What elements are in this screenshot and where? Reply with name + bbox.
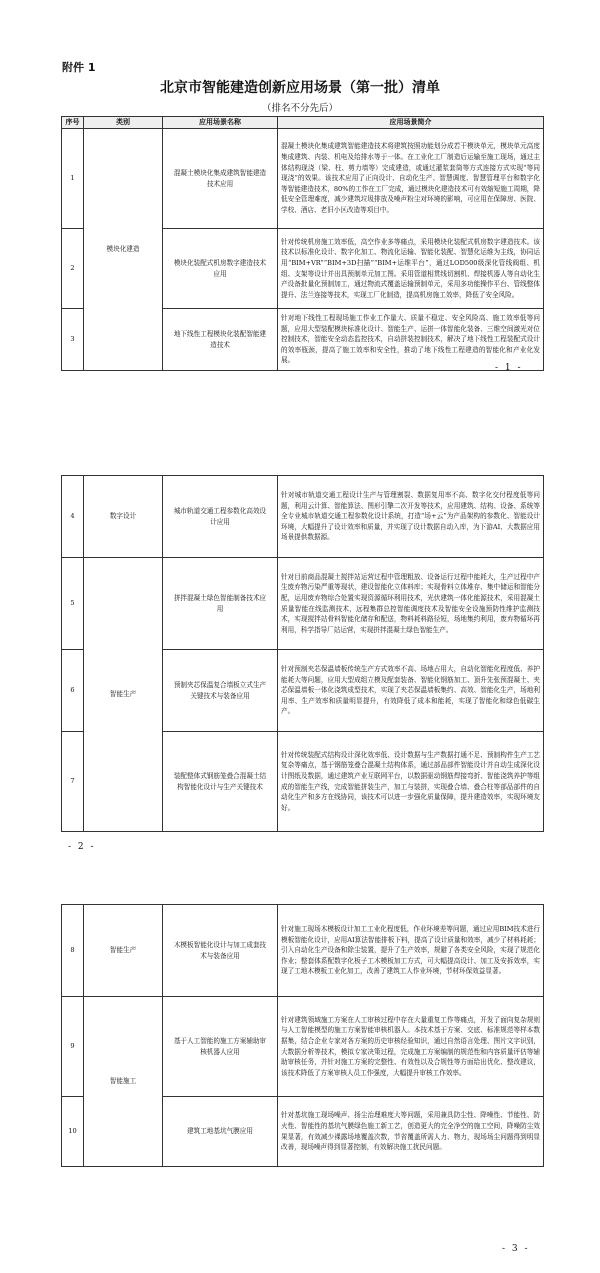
- row-no: 8: [62, 905, 84, 997]
- row-desc: 针对目前商品混凝土搅拌站运营过程中管理粗放、设备运行过程中能耗大，生产过程中产生废弃物污染严重等现状，建设智能化立体料库；实现骨料立体堆存、集中储运和智能分配，运用废弃物综合处置实现资源循环利用技术，光伏建筑一体化能源技术，采用混凝土质量智能在线监测技术，远程集群总控智能调度技术及智能安全设施预防性维护监测技术，实现搅拌站骨料智能化储存和配送，物料耗料路径短，场地集约利用，废弃物循环再利用，科学指导厂站运营，实现拼拌混凝土绿色智能生产。: [278, 558, 544, 650]
- scenario-table-page-2: [61, 475, 544, 832]
- page-number-1: - 1 -: [495, 363, 523, 373]
- row-no: 6: [62, 650, 84, 732]
- row-name: 木模板智能化设计与加工成套技术与装备应用: [163, 905, 278, 997]
- table-row: [62, 905, 544, 997]
- row-name: 地下线性工程模块化装配智能建造技术: [163, 309, 278, 371]
- row-desc: 针对地下线性工程现场施工作业工作量大、质量不稳定、安全风险高、施工效率低等问题，应用大型装配模块标准化设计、智能生产、运拼一体智能化装备、三维空间激光对位控制技术，智能安全动态监控技术，自动拼装控制技术，解决了地下线性工程装配式设计的效率瓶颈，提高了施工效率和安全性，推动了地下线性工程建造的智能化和产业化发展。: [278, 309, 544, 371]
- row-category: 智能施工: [84, 997, 163, 1167]
- row-no: 5: [62, 558, 84, 650]
- row-desc: 针对城市轨道交通工程设计生产与管理割裂、数据复用率不高、数字化交付程度低等问题，利用云计算、智能算法、图形引擎二次开发等技术，应用建筑、结构、设备、系统等全专业城市轨道交通工程参数化设计系统，打造“场+云”为产品架构的参数化、智能设计环境，大幅提升了设计效率和质量，并实现了设计数据自动入库，为下游AI、大数据应用场景提供数据源。: [278, 476, 544, 558]
- header-no: 序号: [62, 117, 84, 129]
- row-desc: 针对传统机房施工效率低，高空作业多等痛点，采用模块化装配式机房数字建造技术。该技术以标准化设计、数字化加工、物流化运输、智能化装配、智慧化运维为主线，协同运用“BIM+VR”“BIM+3D扫描”“BIM+运维平台”，通过LOD500级深化管线阀组、机组、支架等设计并出具预制单元加工图。采用管道相贯线切割机、焊接机器人等自动化生产设备批量化预制加工，通过物流式覆盖运输预制单元，采用多功能操作平台、管线整体提升、法兰连接等技术，实现工厂化制造，提高机房施工效率，降低了安全风险。: [278, 229, 544, 309]
- row-no: 7: [62, 732, 84, 832]
- row-name: 预制夹芯保温复合墙板立式生产关键技术与装备应用: [163, 650, 278, 732]
- table-header-row: [62, 117, 544, 129]
- row-no: 1: [62, 129, 84, 229]
- row-name: 混凝土模块化集成建筑智能建造技术应用: [163, 129, 278, 229]
- document-title: 北京市智能建造创新应用场景（第一批）清单: [160, 80, 440, 96]
- row-no: 10: [62, 1097, 84, 1167]
- scenario-table-page-3: [61, 904, 544, 1167]
- row-name: 装配整体式钢筋笼叠合混凝土结构智能化设计与生产关键技术: [163, 732, 278, 832]
- table-row: [62, 997, 544, 1097]
- row-category: 数字设计: [84, 476, 163, 558]
- row-no: 4: [62, 476, 84, 558]
- row-desc: 针对建筑领域施工方案在人工审核过程中存在大量重复工作等痛点，开发了面向复杂规则与人工智能模型的施工方案智能审核机器人。本技术基于方案、交底、标准规范等样本数据集，结合企业专家对各方案的历史审核经验知识，通过自然语言处理、图片文字识别，大数据分析等技术，模拟专家决策过程，完成施工方案编制的规范性和内容质量评估等辅助审核任务，并针对施工方案的完整性、有效性以及合规性等方面给出优化、整改建议，该技术降低了方案审核人员工作强度，大幅提升审核工作效率。: [278, 997, 544, 1097]
- row-desc: 针对基坑施工现场噪声、扬尘治理难度大等问题，采用兼具防尘性、降噪性、节能性、防火性、智能性的基坑气膜绿色施工新工艺，创造更大的完全净空的施工空间，降噪防尘效果显著，有效减少裸露场地覆盖次数，节省覆盖所需人力、物力，现场场尘问题得到明显改善，现场噪声得到显著控制，有效解决施工扰民问题。: [278, 1097, 544, 1167]
- page-number-2: - 2 -: [68, 842, 96, 852]
- document-subtitle: （排名不分先后）: [261, 103, 338, 114]
- row-desc: 针对传统装配式结构设计深化效率低、设计数据与生产数据打通不足、预制构件生产工艺复杂等痛点，基于钢筋笼叠合混凝土结构体系，通过部品部件智能设计并自动生成深化设计图纸及数据，通过建筑产业互联网平台，以数据驱动钢筋焊接弯折、智能浇筑养护等组成的智能生产线，完成智能拼装生产，加工与装拼，实现叠合墙、叠合柱等部品部件的自动化生产和多方在线协同，该技术可以进一步强化质量保障，提升建造效率，实现环境友好。: [278, 732, 544, 832]
- page-number-3: - 3 -: [502, 1244, 530, 1254]
- scenario-table-page-1: [61, 116, 544, 371]
- header-name: 应用场景名称: [163, 117, 278, 129]
- header-desc: 应用场景简介: [278, 117, 544, 129]
- row-no: 2: [62, 229, 84, 309]
- row-name: 基于人工智能的施工方案辅助审核机器人应用: [163, 997, 278, 1097]
- row-category: 智能生产: [84, 558, 163, 832]
- row-no: 9: [62, 997, 84, 1097]
- row-name: 模块化装配式机房数字建造技术应用: [163, 229, 278, 309]
- table-row: [62, 476, 544, 558]
- row-desc: 针对施工现场木模板设计加工工业化程度低，作业环境差等问题，通过应用BIM技术进行模板智能化设计，应用AI算法智能排板下料，提高了设计质量和效率，减少了材料耗耗；引入自动化生产设备和除尘装置，提升了生产效率，规避了各类安全风险，实现了规范化作业；整套体系配数字化板子工木模板加工方式，可大幅提高设计、加工及安拆效率，实现了工地木模板工业化加工，改善了建筑工人作业环境，节材环保效益显著。: [278, 905, 544, 997]
- row-name: 拼拌混凝土绿色智能制备技术应用: [163, 558, 278, 650]
- row-category: 模块化建造: [84, 129, 163, 371]
- row-name: 城市轨道交通工程参数化高效设计应用: [163, 476, 278, 558]
- row-name: 建筑工地基坑气膜应用: [163, 1097, 278, 1167]
- header-category: 类别: [84, 117, 163, 129]
- row-category: 智能生产: [84, 905, 163, 997]
- row-desc: 混凝土模块化集成建筑智能建造技术将建筑按照功能划分成若干模块单元，模块单元高度集成建筑、内装、机电及给排水等于一体。在工业化工厂制造后运输至施工现场，通过主体结构现浇（梁、柱、剪力墙等）完成建造，或通过灌浆套筒等方式连接方式实现“等同现浇”的效果。该技术应用了正向设计、自动化生产、智慧调度、智慧管理平台和数字化等智能建造技术，80%的工作在工厂完成，通过模块化建造技术可有效缩短施工周期，降低安全管理难度，减少建筑垃圾排放及噪声粉尘对环境的影响，可应用在保障房、医院、学校、酒店、老旧小区改造等项目中。: [278, 129, 544, 229]
- table-row: [62, 558, 544, 650]
- row-no: 3: [62, 309, 84, 371]
- attachment-label: 附件 1: [62, 61, 96, 74]
- table-row: [62, 129, 544, 229]
- row-desc: 针对预制夹芯保温墙板传统生产方式效率不高、场地占用大，自动化智能化程度低、养护能耗大等问题，应用大型成组立模及配套装备、智能化钢筋加工、顶升先张预混凝土、夹芯保温墙板一体化浇筑成型技术，实现了夹芯保温墙板集约、高效、智能化生产，场地利用率、生产效率和质量明显提升，有效降低了成本和能耗，实现了智能化和绿色低碳生产。: [278, 650, 544, 732]
